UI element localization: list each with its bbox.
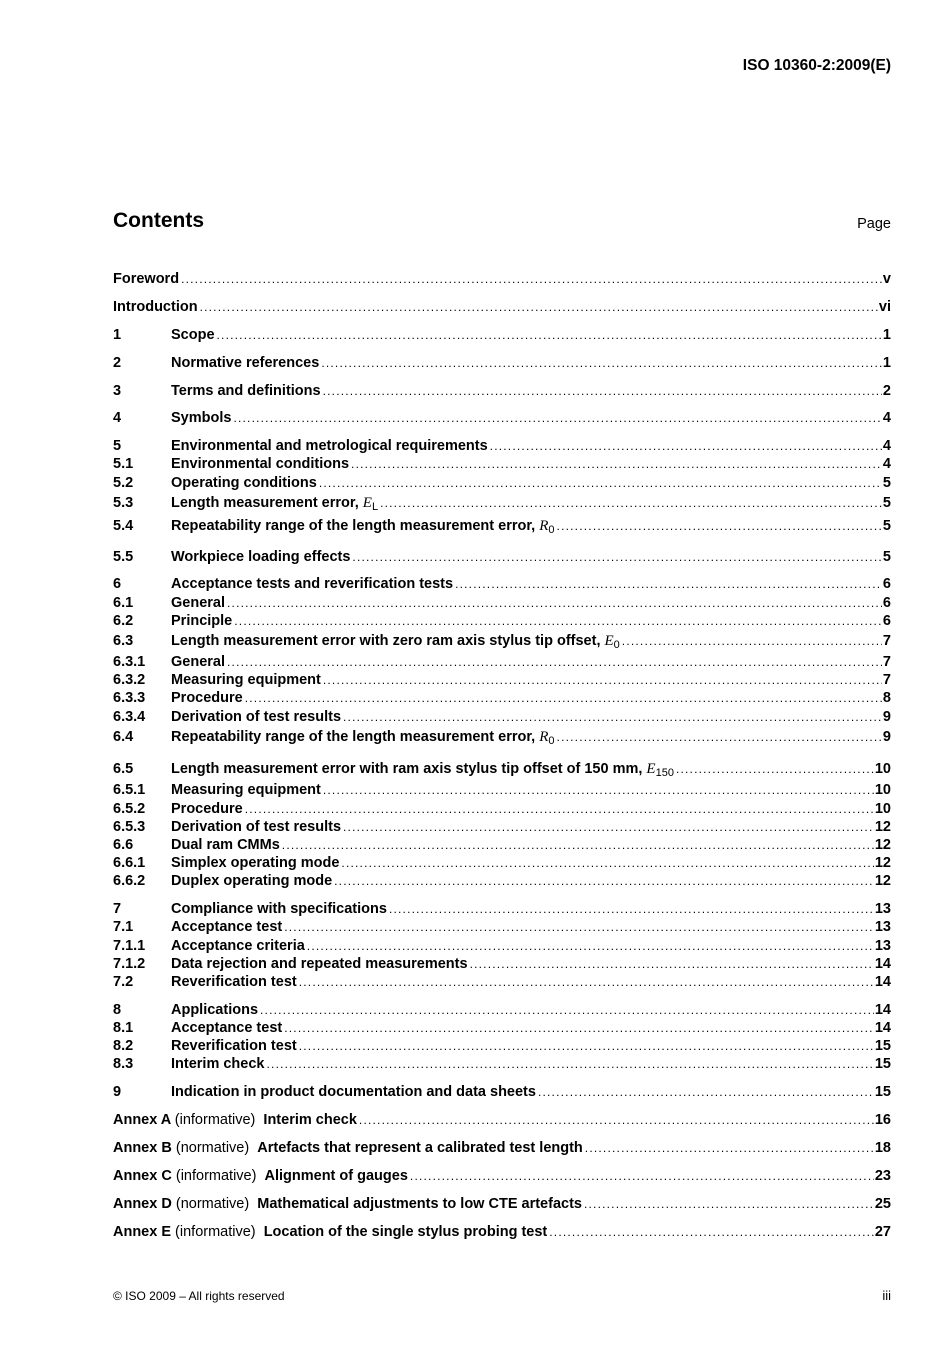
dot-leader <box>217 326 882 344</box>
toc-entry[interactable] <box>113 270 891 288</box>
annex-label: Annex B <box>113 1140 172 1156</box>
toc-entry-page: 27 <box>874 1223 891 1240</box>
toc-entry-title <box>171 354 319 372</box>
toc-entry[interactable] <box>113 548 891 566</box>
toc-entry[interactable] <box>113 918 891 936</box>
toc-entry-title <box>171 437 488 455</box>
toc-entry[interactable] <box>113 818 891 836</box>
toc-entry-page: 9 <box>882 708 891 725</box>
dot-leader <box>584 1195 874 1213</box>
annex-type: (informative) <box>175 1223 256 1240</box>
toc-entry-text: Derivation of test results <box>171 708 342 725</box>
toc-entry-page: 14 <box>874 955 891 972</box>
toc-entry[interactable] <box>113 900 891 918</box>
symbol-subscript: 0 <box>548 734 555 747</box>
toc-entry-title <box>171 854 339 872</box>
toc-entry-text: Reverification test <box>171 973 297 990</box>
toc-entry-title <box>113 1111 357 1129</box>
toc-entry-number: 6.3.1 <box>113 653 146 670</box>
toc-entry-title <box>171 781 321 799</box>
toc-entry[interactable] <box>113 409 891 427</box>
toc-entry[interactable] <box>113 854 891 872</box>
dot-leader <box>200 298 878 316</box>
toc-entry-number: 6.5.1 <box>113 782 146 799</box>
toc-entry-text: Data rejection and repeated measurements <box>171 955 468 972</box>
toc-entry[interactable] <box>113 872 891 890</box>
toc-entry-page: 6 <box>882 594 891 611</box>
toc-entry-text: Symbols <box>171 410 232 427</box>
toc-entry-page: 15 <box>874 1056 891 1073</box>
dot-leader <box>233 409 881 427</box>
toc-entry-page: 12 <box>874 873 891 890</box>
toc-entry-text: Applications <box>171 1001 259 1018</box>
toc-entry-text: Indication in product documentation and data sheets <box>171 1084 536 1101</box>
toc-entry-title <box>113 1223 547 1241</box>
toc-entry[interactable] <box>113 1019 891 1037</box>
annex-type: (informative) <box>174 1112 256 1129</box>
toc-entry-number: 6.3.2 <box>113 672 146 689</box>
toc-entry-title <box>171 708 341 726</box>
toc-entry[interactable] <box>113 455 891 473</box>
toc-entry[interactable] <box>113 1001 891 1019</box>
toc-entry-number: 6.5.2 <box>113 800 146 817</box>
toc-entry-text: Scope <box>171 326 215 343</box>
toc-entry-page: 7 <box>882 653 891 670</box>
toc-entry-page: 8 <box>882 690 891 707</box>
toc-entry-page: 2 <box>882 382 891 399</box>
toc-entry-number: 8.1 <box>113 1020 134 1036</box>
annex-type: (informative) <box>175 1167 257 1184</box>
annex-title: Location of the single stylus probing test <box>263 1223 548 1240</box>
toc-entry-page: 14 <box>874 1001 891 1018</box>
toc-entry-page: 12 <box>874 855 891 872</box>
toc-entry-title <box>171 726 555 753</box>
toc-entry[interactable] <box>113 1223 891 1241</box>
symbol-letter: E <box>604 632 614 649</box>
toc-entry-title <box>171 872 332 890</box>
toc-entry-number: 8.3 <box>113 1056 134 1073</box>
toc-entry-title <box>171 1083 536 1101</box>
toc-entry-number: 5.4 <box>113 517 134 534</box>
toc-entry-text: Environmental and metrological requirements <box>171 438 488 455</box>
annex-label: Annex C <box>113 1167 172 1184</box>
toc-entry-text: Length measurement error, <box>171 494 363 511</box>
toc-entry-number: 6.3.4 <box>113 708 146 725</box>
toc-entry-page: 14 <box>874 1020 891 1036</box>
toc-entry-page: 12 <box>874 836 891 853</box>
dot-leader <box>410 1167 874 1185</box>
symbol-subscript: 0 <box>548 523 555 536</box>
annex-type: (normative) <box>175 1195 250 1212</box>
dot-leader <box>299 1037 874 1055</box>
dot-leader <box>234 612 882 630</box>
table-of-contents <box>113 270 891 1241</box>
dot-leader <box>341 854 873 872</box>
toc-entry-title <box>171 818 341 836</box>
toc-entry-page: 7 <box>882 672 891 689</box>
symbol-subscript: 0 <box>613 638 620 651</box>
annex-label: Annex D <box>113 1195 172 1212</box>
toc-entry-title <box>171 689 243 707</box>
toc-entry-page: 5 <box>882 474 891 491</box>
toc-entry-number: 8 <box>113 1001 122 1018</box>
toc-entry-text: Terms and definitions <box>171 382 321 399</box>
toc-entry[interactable] <box>113 630 891 653</box>
toc-entry-title <box>171 653 225 671</box>
toc-entry[interactable] <box>113 1055 891 1073</box>
toc-entry-page: 6 <box>882 612 891 629</box>
toc-entry-page: 5 <box>882 494 891 511</box>
toc-entry-title <box>171 409 231 427</box>
toc-entry-number: 7.2 <box>113 973 134 990</box>
toc-entry-text: Derivation of test results <box>171 818 342 835</box>
annex-label: Annex E <box>113 1223 172 1240</box>
symbol-subscript: 150 <box>655 767 674 780</box>
dot-leader <box>334 872 874 890</box>
toc-entry-page: 10 <box>874 800 891 817</box>
toc-entry-text: Reverification test <box>171 1038 297 1055</box>
toc-entry-text: Environmental conditions <box>171 456 350 473</box>
toc-entry-title <box>171 1019 282 1037</box>
dot-leader <box>549 1223 874 1241</box>
toc-entry[interactable] <box>113 437 891 455</box>
symbol <box>646 761 674 780</box>
annex-title: Interim check <box>263 1112 357 1129</box>
dot-leader <box>267 1055 874 1073</box>
toc-entry-page: 6 <box>882 576 891 593</box>
toc-entry-page: 10 <box>874 782 891 799</box>
toc-entry-number: 1 <box>113 326 122 343</box>
toc-entry-text: Repeatability range of the length measurement error, <box>171 517 540 534</box>
dot-leader <box>282 836 874 854</box>
dot-leader <box>470 955 874 973</box>
toc-entry[interactable] <box>113 689 891 707</box>
toc-entry-text: Acceptance test <box>171 1020 283 1036</box>
toc-entry-page: 18 <box>874 1140 891 1156</box>
dot-leader <box>455 575 882 593</box>
toc-entry-text: Interim check <box>171 1056 265 1073</box>
toc-entry[interactable] <box>113 492 891 515</box>
toc-entry-text: Acceptance criteria <box>171 937 305 954</box>
toc-entry-title <box>171 800 243 818</box>
toc-entry-number: 6.6.1 <box>113 855 146 872</box>
toc-entry-title <box>171 900 387 918</box>
toc-entry-text: Procedure <box>171 690 243 707</box>
dot-leader <box>676 758 874 781</box>
toc-entry[interactable] <box>113 575 891 593</box>
symbol-subscript: L <box>371 500 379 513</box>
toc-entry-number: 5 <box>113 438 122 455</box>
toc-entry-number: 6.5.3 <box>113 818 146 835</box>
toc-entry-title <box>171 575 453 593</box>
toc-entry-number: 6.1 <box>113 594 134 611</box>
toc-entry-title <box>171 382 321 400</box>
toc-entry-text: Duplex operating mode <box>171 873 333 890</box>
toc-entry[interactable] <box>113 1167 891 1185</box>
toc-entry-number: 3 <box>113 382 122 399</box>
toc-entry-page: 4 <box>882 438 891 455</box>
dot-leader <box>351 455 882 473</box>
toc-entry[interactable] <box>113 594 891 612</box>
symbol-letter: R <box>539 517 549 534</box>
dot-leader <box>323 781 874 799</box>
toc-entry-text: Length measurement error with ram axis stylus tip offset of 150 mm, <box>171 761 647 778</box>
dot-leader <box>538 1083 874 1101</box>
toc-entry[interactable] <box>113 354 891 372</box>
toc-entry[interactable] <box>113 326 891 344</box>
toc-entry[interactable] <box>113 781 891 799</box>
annex-type: (normative) <box>175 1140 250 1156</box>
toc-entry-text: Operating conditions <box>171 474 317 491</box>
dot-leader <box>352 548 882 566</box>
symbol-letter: E <box>646 761 656 778</box>
toc-entry-number: 6.3 <box>113 632 134 649</box>
dot-leader <box>245 689 882 707</box>
toc-entry-number: 6.2 <box>113 612 134 629</box>
toc-entry-page: 1 <box>882 326 891 343</box>
page-column-label: Page <box>857 216 891 232</box>
toc-entry-text: Introduction <box>113 298 198 315</box>
toc-entry-text: Normative references <box>171 354 320 371</box>
symbol-letter: R <box>539 728 549 745</box>
toc-entry-title <box>171 474 317 492</box>
toc-entry[interactable] <box>113 1195 891 1213</box>
toc-entry-title <box>171 1037 297 1055</box>
dot-leader <box>299 973 874 991</box>
toc-entry-text: Simplex operating mode <box>171 855 340 872</box>
toc-entry-text: Workpiece loading effects <box>171 548 351 565</box>
page-number: iii <box>882 1288 891 1303</box>
toc-entry-title <box>171 1001 258 1019</box>
toc-entry-page: 9 <box>882 728 891 745</box>
toc-entry-page: 4 <box>882 410 891 427</box>
toc-entry-number: 2 <box>113 354 122 371</box>
toc-entry-title <box>171 937 305 955</box>
toc-entry-text: Compliance with specifications <box>171 901 387 918</box>
toc-entry-number: 6.3.3 <box>113 690 146 707</box>
standard-identifier: ISO 10360-2:2009(E) <box>742 57 891 74</box>
toc-entry[interactable] <box>113 937 891 955</box>
toc-entry-title <box>171 955 468 973</box>
annex-title: Artefacts that represent a calibrated test length <box>257 1140 583 1156</box>
toc-entry-title <box>171 918 282 936</box>
dot-leader <box>227 594 882 612</box>
dot-leader <box>389 900 874 918</box>
toc-entry-number: 7.1.1 <box>113 937 146 954</box>
toc-entry-number: 7 <box>113 901 122 918</box>
toc-entry-page: 16 <box>874 1112 891 1129</box>
toc-entry[interactable] <box>113 612 891 630</box>
dot-leader <box>260 1001 874 1019</box>
toc-entry-number: 4 <box>113 410 122 427</box>
toc-entry[interactable] <box>113 298 891 316</box>
toc-entry-page: 4 <box>882 456 891 473</box>
toc-entry-text: Procedure <box>171 800 243 817</box>
dot-leader <box>359 1111 874 1129</box>
toc-entry-title <box>171 612 232 630</box>
toc-entry-title <box>171 1055 265 1073</box>
toc-entry-title <box>171 671 321 689</box>
toc-entry-page: 14 <box>874 973 891 990</box>
toc-entry-title <box>171 973 297 991</box>
toc-entry-text: Principle <box>171 612 233 629</box>
toc-entry-page: 15 <box>874 1084 891 1101</box>
annex-title: Alignment of gauges <box>264 1167 408 1184</box>
dot-leader <box>557 726 882 749</box>
toc-entry-title <box>171 594 225 612</box>
toc-entry[interactable] <box>113 515 891 538</box>
toc-entry-number: 5.2 <box>113 474 134 491</box>
toc-entry-page: 5 <box>882 548 891 565</box>
toc-entry-page: 13 <box>874 919 891 936</box>
toc-entry-text: General <box>171 594 225 611</box>
toc-entry-number: 6 <box>113 576 122 593</box>
toc-entry-number: 5.1 <box>113 456 134 473</box>
toc-entry-number: 6.5 <box>113 761 134 778</box>
dot-leader <box>284 918 874 936</box>
toc-entry-page: 10 <box>874 761 891 778</box>
toc-entry-number: 9 <box>113 1084 122 1101</box>
toc-entry-title <box>113 270 179 288</box>
copyright-notice: © ISO 2009 – All rights reserved <box>113 1289 285 1303</box>
toc-entry-page: 13 <box>874 901 891 918</box>
dot-leader <box>227 653 882 671</box>
annex-title: Mathematical adjustments to low CTE artefacts <box>257 1195 582 1212</box>
toc-entry-number: 8.2 <box>113 1038 134 1055</box>
dot-leader <box>181 270 882 288</box>
toc-entry-title <box>171 455 349 473</box>
dot-leader <box>557 515 882 538</box>
toc-entry[interactable] <box>113 973 891 991</box>
toc-entry[interactable] <box>113 671 891 689</box>
symbol <box>605 633 620 649</box>
toc-entry[interactable] <box>113 708 891 726</box>
dot-leader <box>319 474 882 492</box>
toc-entry[interactable] <box>113 836 891 854</box>
dot-leader <box>323 382 882 400</box>
toc-entry[interactable] <box>113 955 891 973</box>
dot-leader <box>585 1139 874 1157</box>
toc-entry-text: Acceptance test <box>171 919 283 936</box>
symbol <box>363 495 378 511</box>
dot-leader <box>490 437 882 455</box>
dot-leader <box>622 630 882 653</box>
toc-entry-title <box>113 1195 582 1213</box>
dot-leader <box>245 800 874 818</box>
toc-entry-page: 13 <box>874 937 891 954</box>
toc-entry-title <box>171 326 215 344</box>
toc-entry[interactable] <box>113 726 891 749</box>
toc-entry-text: Measuring equipment <box>171 672 321 689</box>
toc-entry-number: 6.6 <box>113 836 134 853</box>
toc-entry-title <box>171 548 350 566</box>
dot-leader <box>323 671 882 689</box>
toc-entry-number: 5.5 <box>113 548 134 565</box>
annex-label: Annex A <box>113 1112 171 1129</box>
toc-entry-page: 15 <box>874 1038 891 1055</box>
toc-entry-number: 7.1 <box>113 919 134 936</box>
toc-entry-text: General <box>171 653 225 670</box>
dot-leader <box>343 708 882 726</box>
symbol <box>539 729 554 745</box>
symbol <box>539 518 554 534</box>
toc-entry-number: 6.6.2 <box>113 873 146 890</box>
toc-entry-page: 1 <box>882 354 891 371</box>
toc-entry-page: 7 <box>882 632 891 649</box>
toc-entry[interactable] <box>113 1111 891 1129</box>
toc-entry-text: Length measurement error with zero ram axis stylus tip offset, <box>171 632 605 649</box>
toc-entry-page: 5 <box>882 517 891 534</box>
toc-entry-page: 25 <box>874 1195 891 1212</box>
toc-entry-page: vi <box>878 298 891 315</box>
toc-entry-page: 23 <box>874 1167 891 1184</box>
toc-entry-page: v <box>882 271 891 287</box>
dot-leader <box>307 937 874 955</box>
toc-entry-title <box>113 1139 583 1157</box>
toc-entry-number: 6.4 <box>113 728 134 745</box>
toc-entry[interactable] <box>113 758 891 781</box>
toc-entry-text: Foreword <box>113 271 180 287</box>
dot-leader <box>284 1019 874 1037</box>
toc-entry[interactable] <box>113 1139 891 1157</box>
toc-entry[interactable] <box>113 382 891 400</box>
toc-entry-text: Acceptance tests and reverification tests <box>171 576 454 593</box>
toc-entry-title <box>113 1167 408 1185</box>
symbol-letter: E <box>362 494 372 511</box>
toc-entry[interactable] <box>113 1083 891 1101</box>
toc-entry-title <box>113 298 198 316</box>
toc-entry-text: Dual ram CMMs <box>171 836 280 853</box>
toc-entry[interactable] <box>113 800 891 818</box>
toc-entry[interactable] <box>113 653 891 671</box>
toc-entry-title <box>171 836 280 854</box>
toc-entry-text: Measuring equipment <box>171 782 321 799</box>
dot-leader <box>321 354 882 372</box>
toc-entry-number: 5.3 <box>113 494 134 511</box>
toc-entry[interactable] <box>113 474 891 492</box>
toc-entry[interactable] <box>113 1037 891 1055</box>
page-title: Contents <box>113 209 204 232</box>
dot-leader <box>343 818 874 836</box>
toc-entry-text: Repeatability range of the length measurement error, <box>171 728 540 745</box>
toc-entry-title <box>171 515 555 542</box>
dot-leader <box>380 492 882 515</box>
toc-entry-number: 7.1.2 <box>113 955 146 972</box>
toc-entry-page: 12 <box>874 818 891 835</box>
